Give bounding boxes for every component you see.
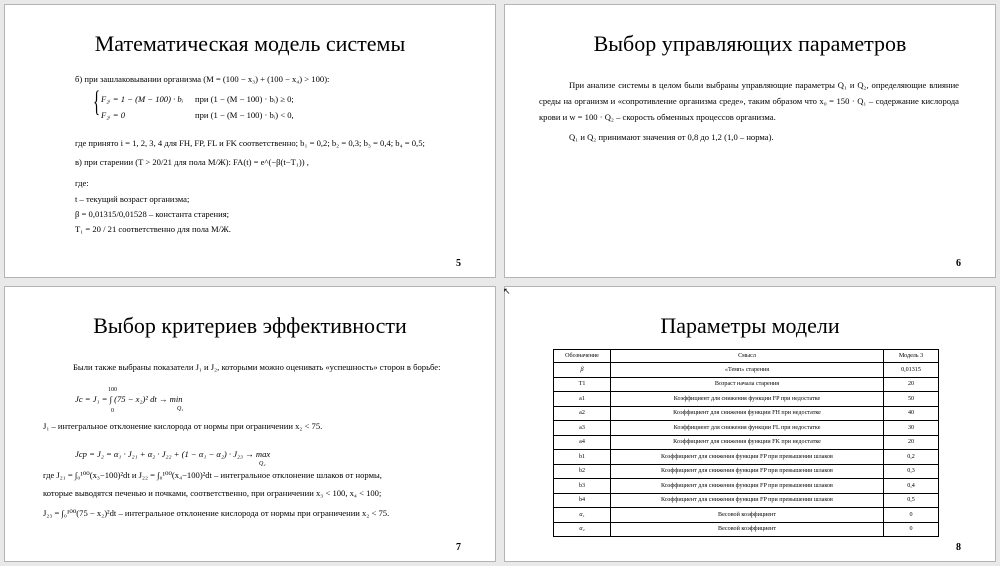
cell-meaning: Возраст начала старения <box>611 377 884 392</box>
cell-symbol: α₁ <box>554 508 611 523</box>
cell-meaning: Коэффициент для снижения функции FP при превышении шлаков <box>611 450 884 465</box>
integral-upper-limit: 100 <box>108 387 117 393</box>
slide-8-thumbnail[interactable] <box>504 286 996 562</box>
slide-title: Параметры модели <box>660 313 840 338</box>
cell-meaning: Весовой коэффициент <box>611 522 884 537</box>
definition-beta: β = 0,01315/0,01528 – константа старения; <box>75 209 230 219</box>
cell-meaning: Коэффициент для снижения функции FP при недостатке <box>611 392 884 407</box>
cell-symbol: a1 <box>554 392 611 407</box>
cell-meaning: Коэффициент для снижения функции FP при превышении шлаков <box>611 464 884 479</box>
min-subscript: Q₁ <box>177 406 184 412</box>
cell-value: 40 <box>884 406 939 421</box>
table-row <box>554 450 939 465</box>
header-designation: Обозначение <box>554 350 611 363</box>
header-model-3: Модель 3 <box>884 350 939 363</box>
header-meaning: Смысл <box>611 350 884 363</box>
slide-6-thumbnail[interactable] <box>504 4 996 278</box>
cell-value: 0,3 <box>884 464 939 479</box>
cell-symbol: T1 <box>554 377 611 392</box>
cell-symbol: a2 <box>554 406 611 421</box>
equation-2-condition: при (1 − (M − 100) · bᵢ) < 0, <box>195 110 294 120</box>
table-row <box>554 522 939 537</box>
definition-t: t – текущий возраст организма; <box>75 194 190 204</box>
parameters-table <box>553 349 939 537</box>
criterion-j23: J₂₃ = ∫₀¹⁰⁰(75 − x₂)²dt – интегральное отклонение кислорода от нормы при ограничении x₂ < 75. <box>43 508 390 518</box>
mouse-pointer-icon: ↖ <box>503 287 511 297</box>
slide-number: 5 <box>456 258 461 269</box>
criterion-j2: Jcp = J₂ = α₁ · J₂₁ + α₂ · J₂₂ + (1 − α₁ − α₂) · J₂₃ → max <box>75 449 271 459</box>
criterion-j21-j22: где J₂₁ = ∫₀¹⁰⁰(x₃−100)²dt и J₂₂ = ∫₀¹⁰⁰(x₄−100)²dt – интегральное отклонение шлаков от нормы, <box>43 470 382 480</box>
cell-meaning: Коэффициент для снижения функции FL при недостатке <box>611 421 884 436</box>
cell-meaning: Весовой коэффициент <box>611 508 884 523</box>
paragraph-control-params: При анализе системы в целом были выбраны управляющие параметры Q₁ и Q₂, определяющие влияние среды на организм и «сопротивление организма среде», таким образом что x₀ = 150 · Q₁ – содержание кислорода крови и w = 100 · Q₂ – скорость обменных процессов организма. <box>539 80 959 122</box>
cell-value: 50 <box>884 392 939 407</box>
equation-1-condition: при (1 − (M − 100) · bᵢ) ≥ 0; <box>195 94 294 104</box>
cell-value: 0 <box>884 508 939 523</box>
where-definition: где принято i = 1, 2, 3, 4 для FH, FP, FL и FK соответственно; b₁ = 0,2; b₂ = 0,3; b₃ = 0,4; b₄ = 0,5; <box>75 138 425 148</box>
cell-symbol: a3 <box>554 421 611 436</box>
system-brace: { <box>93 85 101 118</box>
slide-5-thumbnail[interactable] <box>4 4 496 278</box>
cell-meaning: Коэффициент для снижения функции FP при превышении шлаков <box>611 493 884 508</box>
table-row <box>554 377 939 392</box>
equation-2: F₂ᵢ = 0 <box>101 110 125 120</box>
slide-title: Математическая модель системы <box>94 31 406 56</box>
criterion-j21-j22-cont: которые выводятся печенью и почками, соответственно, при ограничении x₃ < 100, x₄ < 100; <box>43 488 382 498</box>
cell-value: 30 <box>884 421 939 436</box>
slide-7-thumbnail[interactable] <box>4 286 496 562</box>
definition-T1: T₁ = 20 / 21 соответственно для пола М/Ж. <box>75 224 231 234</box>
cell-value: 0,4 <box>884 479 939 494</box>
equation-1: F₂ᵢ = 1 − (M − 100) · bᵢ <box>101 94 184 104</box>
criterion-j1: Jc = J₁ = ∫ (75 − x₂)² dt → min <box>75 394 183 404</box>
table-row <box>554 435 939 450</box>
cell-symbol: α₂ <box>554 522 611 537</box>
cell-meaning: Коэффициент для снижения функции FK при недостатке <box>611 435 884 450</box>
slide-title: Выбор управляющих параметров <box>593 31 907 56</box>
slide-number: 8 <box>956 542 961 553</box>
cell-value: 0,2 <box>884 450 939 465</box>
cell-meaning: «Темп» старения <box>611 363 884 378</box>
table-header-row <box>554 350 939 363</box>
paragraph-criteria: Были также выбраны показатели J₁ и J₂, которыми можно оценивать «успешность» сторон в борьбе: <box>73 362 441 372</box>
cell-value: 0,5 <box>884 493 939 508</box>
cell-value: 0,01315 <box>884 363 939 378</box>
cell-meaning: Коэффициент для снижения функции FP при превышении шлаков <box>611 479 884 494</box>
slide-title: Выбор критериев эффективности <box>93 313 407 338</box>
table-row <box>554 464 939 479</box>
cell-value: 20 <box>884 377 939 392</box>
max-subscript: Q₂ <box>259 461 266 467</box>
criterion-j1-description: J₁ – интегральное отклонение кислорода от нормы при ограничении x₂ < 75. <box>43 421 323 431</box>
slide-number: 6 <box>956 258 961 269</box>
cell-symbol: β <box>554 363 611 378</box>
where-label: где: <box>75 178 89 188</box>
table-row <box>554 392 939 407</box>
cell-value: 0 <box>884 522 939 537</box>
paragraph-range: Q₁ и Q₂ принимают значения от 0,8 до 1,2 (1,0 – норма). <box>569 132 774 142</box>
cell-symbol: b3 <box>554 479 611 494</box>
cell-symbol: b4 <box>554 493 611 508</box>
cell-symbol: a4 <box>554 435 611 450</box>
table-row <box>554 493 939 508</box>
table-row <box>554 363 939 378</box>
cell-meaning: Коэффициент для снижения функции FH при недостатке <box>611 406 884 421</box>
slide-number: 7 <box>456 542 461 553</box>
cell-symbol: b1 <box>554 450 611 465</box>
table-row <box>554 406 939 421</box>
table-row <box>554 421 939 436</box>
cell-value: 20 <box>884 435 939 450</box>
table-row <box>554 508 939 523</box>
cell-symbol: b2 <box>554 464 611 479</box>
table-row <box>554 479 939 494</box>
condition-b: б) при зашлаковывании организма (M = (100 − x₃) + (100 − x₄) > 100): <box>75 74 330 84</box>
condition-c: в) при старении (T > 20/21 для пола М/Ж): FA(t) = e^(−β(t−T₁)) , <box>75 157 309 167</box>
integral-lower-limit: 0 <box>111 408 114 414</box>
